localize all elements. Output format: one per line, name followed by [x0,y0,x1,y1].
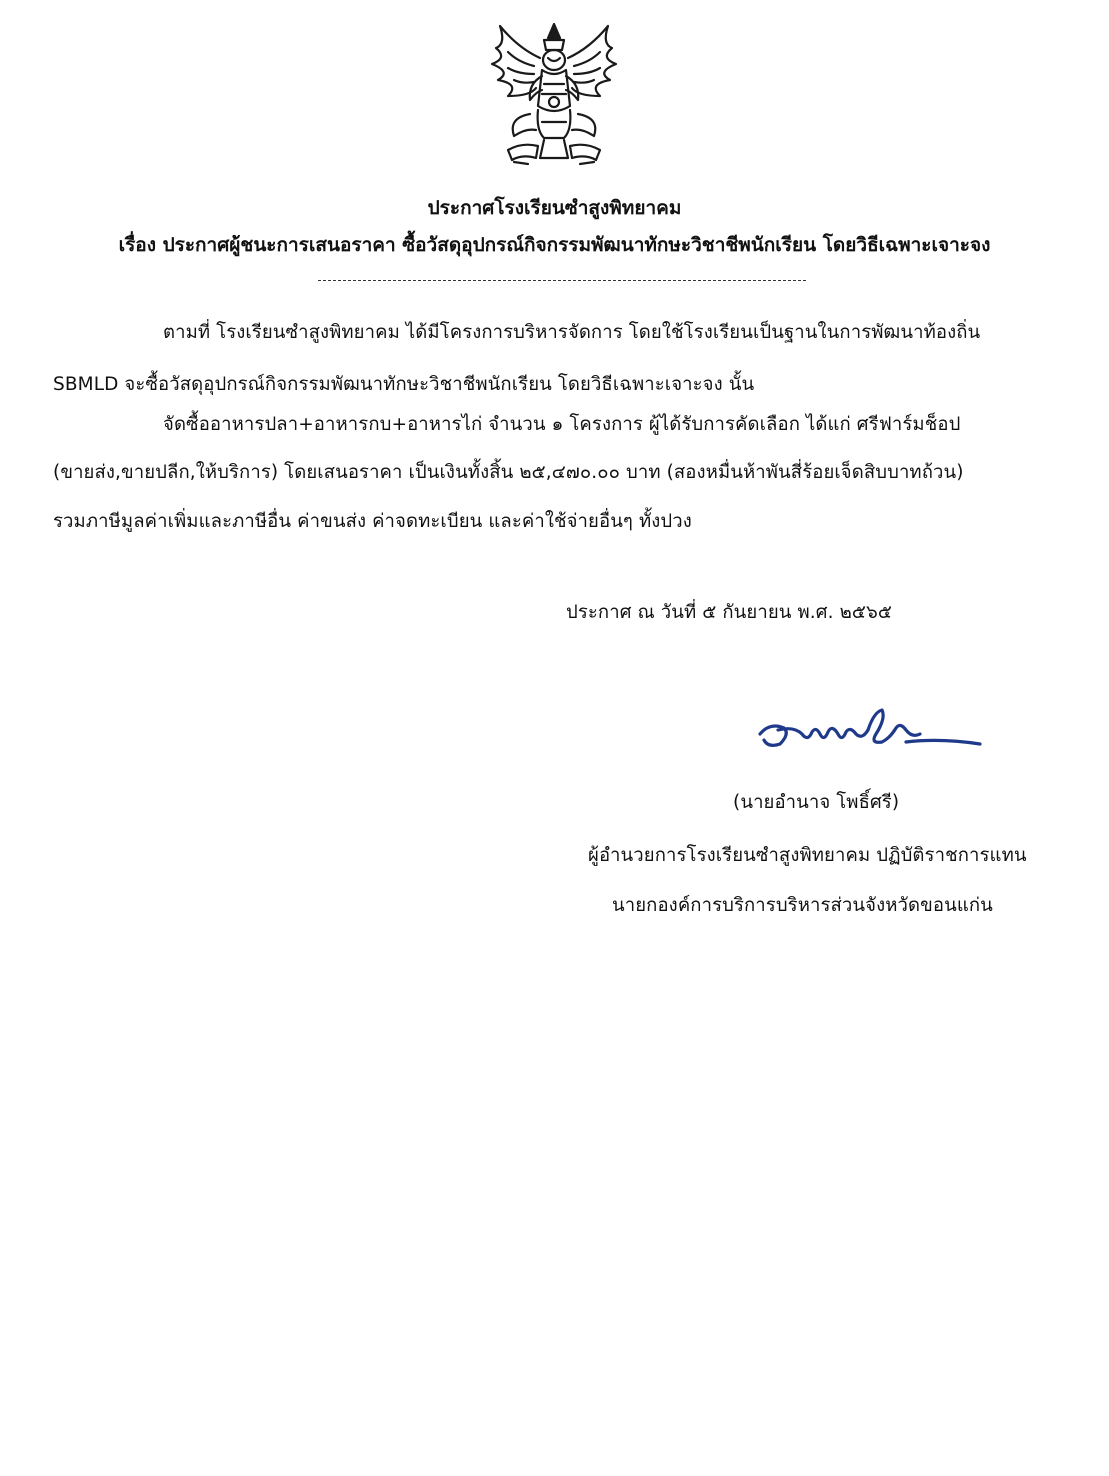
separator-line [318,280,806,281]
signatory-position-line1: ผู้อำนวยการโรงเรียนซำสูงพิทยาคม ปฏิบัติราชการแทน [588,845,1027,866]
announcement-title: ประกาศโรงเรียนซำสูงพิทยาคม [427,197,682,219]
paragraph2-line2: (ขายส่ง,ขายปลีก,ให้บริการ) โดยเสนอราคา เป็นเงินทั้งสิ้น ๒๕,๔๗๐.๐๐ บาท (สองหมื่นห้าพันสี่ร้อยเจ็ดสิบบาทถ้วน) [53,462,964,483]
paragraph1-line2: SBMLD จะซื้อวัสดุอุปกรณ์กิจกรรมพัฒนาทักษะวิชาชีพนักเรียน โดยวิธีเฉพาะเจาะจง นั้น [53,374,755,395]
paragraph1-line1: ตามที่ โรงเรียนซำสูงพิทยาคม ได้มีโครงการบริหารจัดการ โดยใช้โรงเรียนเป็นฐานในการพัฒนาท้องถิ่น [163,322,981,343]
paragraph2-line1: จัดซื้ออาหารปลา+อาหารกบ+อาหารไก่ จำนวน ๑ โครงการ ผู้ได้รับการคัดเลือก ได้แก่ ศรีฟาร์มช็อป [163,414,961,435]
paragraph2-line3: รวมภาษีมูลค่าเพิ่มและภาษีอื่น ค่าขนส่ง ค่าจดทะเบียน และค่าใช้จ่ายอื่นๆ ทั้งปวง [53,511,692,532]
announcement-subject: เรื่อง ประกาศผู้ชนะการเสนอราคา ซื้อวัสดุอุปกรณ์กิจกรรมพัฒนาทักษะวิชาชีพนักเรียน โดยวิธีเฉพาะเจาะจง [118,234,991,256]
announcement-date: ประกาศ ณ วันที่ ๕ กันยายน พ.ศ. ๒๕๖๕ [566,602,892,623]
garuda-emblem-icon [478,18,630,174]
signatory-name: (นายอำนาจ โพธิ์ศรี) [733,792,900,813]
signatory-position-line2: นายกองค์การบริการบริหารส่วนจังหวัดขอนแก่น [612,895,993,916]
handwritten-signature-icon [750,704,990,770]
